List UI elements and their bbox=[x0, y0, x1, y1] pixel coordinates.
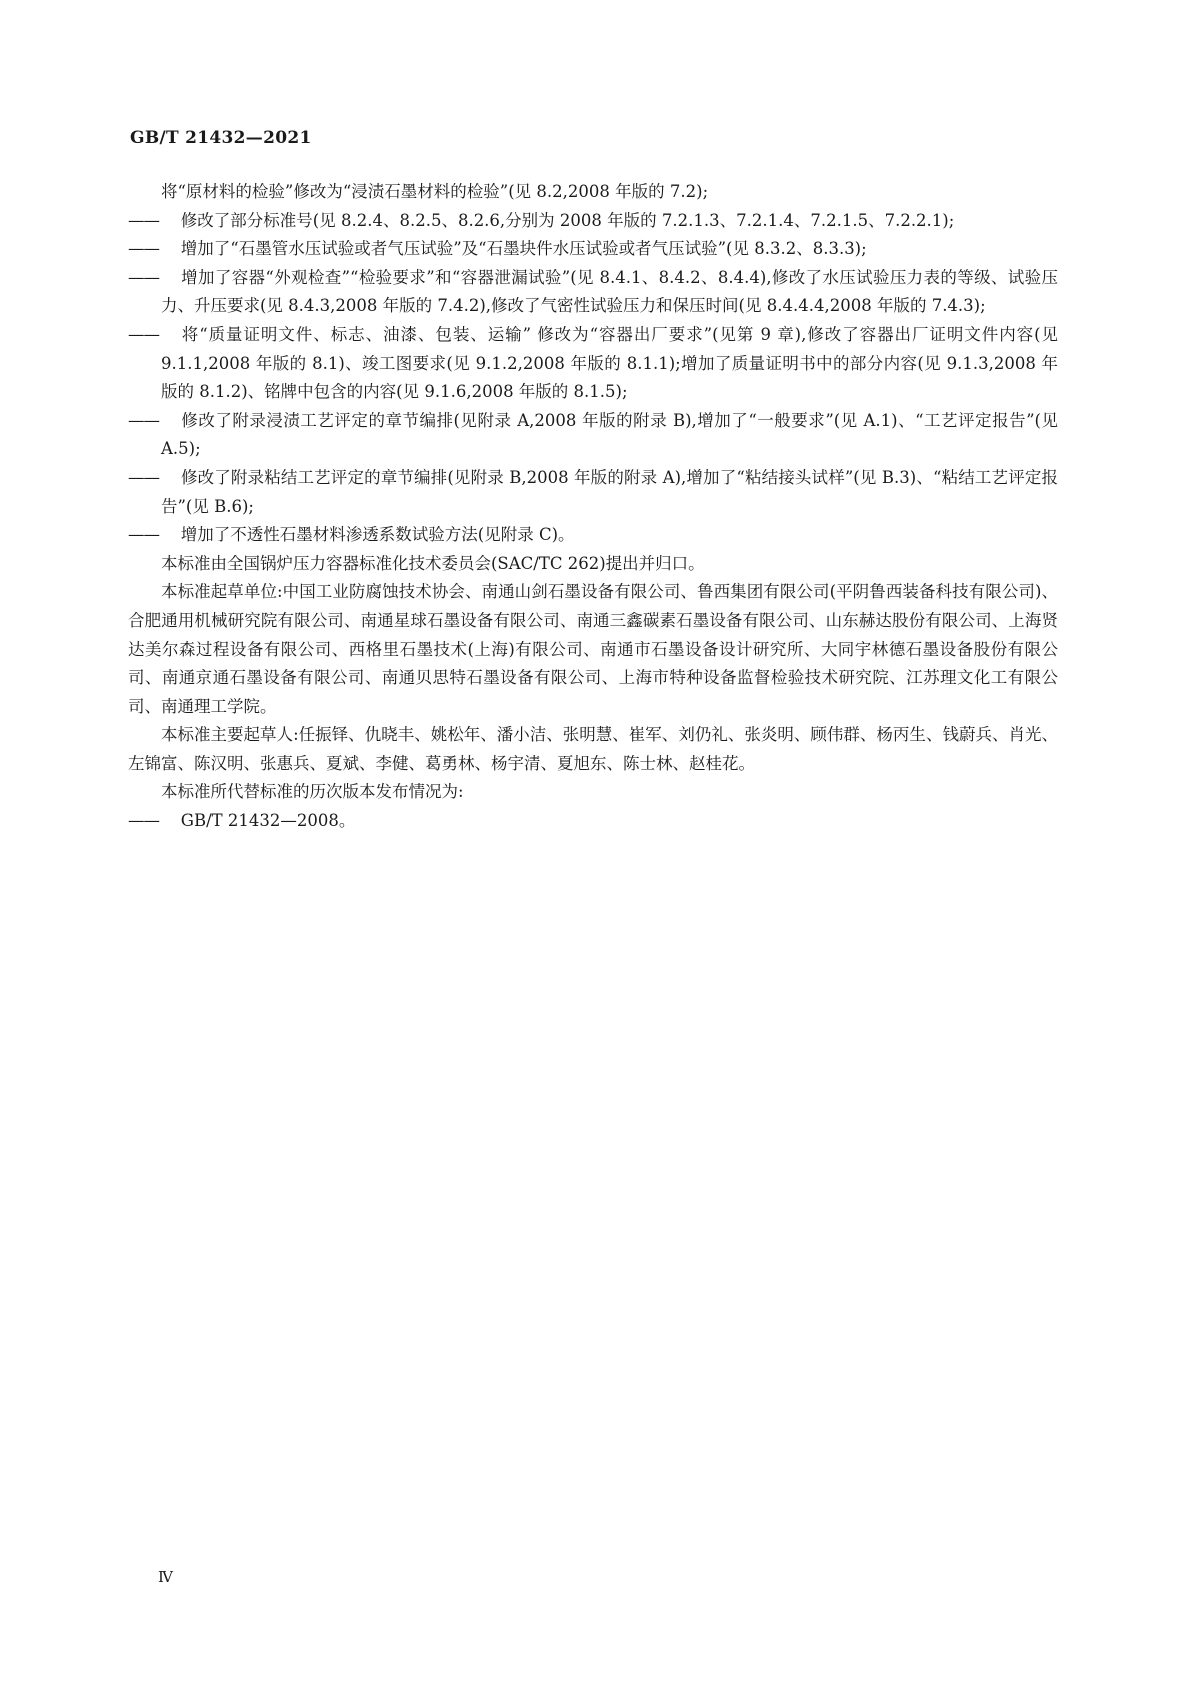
change-item bbox=[128, 235, 1058, 264]
document-body bbox=[128, 178, 1058, 836]
proposer-paragraph: 本标准由全国锅炉压力容器标准化技术委员会(SAC/TC 262)提出并归口。 bbox=[161, 553, 705, 573]
change-item-text: 修改了部分标准号(见 8.2.4、8.2.5、8.2.6,分别为 2008 年版的 7.2.1.3、7.2.1.4、7.2.1.5、7.2.2.1); bbox=[180, 210, 955, 230]
change-item bbox=[128, 321, 1058, 407]
change-item-text: 将“质量证明文件、标志、油漆、包装、运输” 修改为“容器出厂要求”(见第 9 章),修改了容器出厂证明文件内容(见 9.1.1,2008 年版的 8.1)、竣工图要求(见 9.1.2,2008 年版的 8.1.1);增加了质量证明书中的部分内容(见 9.1.3,2008 年版的 8.1.2)、铭牌中包含的内容(见 9.1.6,2008 年版的 8.1.5); bbox=[161, 324, 1058, 402]
dash: —— bbox=[128, 811, 159, 831]
change-item-text: 增加了不透性石墨材料渗透系数试验方法(见附录 C)。 bbox=[180, 525, 575, 545]
page-number: Ⅳ bbox=[158, 1568, 173, 1586]
dash: —— bbox=[128, 525, 159, 545]
history-intro: 本标准所代替标准的历次版本发布情况为: bbox=[161, 782, 464, 802]
dash: —— bbox=[128, 410, 159, 430]
standard-number-header: GB/T 21432—2021 bbox=[130, 128, 312, 148]
change-item bbox=[128, 407, 1058, 464]
change-item bbox=[128, 264, 1058, 321]
change-item-text: 修改了附录粘结工艺评定的章节编排(见附录 B,2008 年版的附录 A),增加了“粘结接头试样”(见 B.3)、“粘结工艺评定报告”(见 B.6); bbox=[161, 467, 1058, 516]
change-item-text: 修改了附录浸渍工艺评定的章节编排(见附录 A,2008 年版的附录 B),增加了“一般要求”(见 A.1)、“工艺评定报告”(见 A.5); bbox=[161, 410, 1058, 459]
history-version-text: GB/T 21432—2008。 bbox=[180, 811, 356, 831]
drafting-units-paragraph: 本标准起草单位:中国工业防腐蚀技术协会、南通山剑石墨设备有限公司、鲁西集团有限公司(平阴鲁西装备科技有限公司)、合肥通用机械研究院有限公司、南通星球石墨设备有限公司、南通三鑫碳素石墨设备有限公司、山东赫达股份有限公司、上海贤达美尔森过程设备有限公司、西格里石墨技术(上海)有限公司、南通市石墨设备设计研究所、大同宇林德石墨设备股份有限公司、南通京通石墨设备有限公司、南通贝思特石墨设备有限公司、上海市特种设备监督检验技术研究院、江苏理文化工有限公司、南通理工学院。 bbox=[128, 582, 1058, 716]
change-item bbox=[128, 521, 1058, 550]
change-item-text: 增加了容器“外观检查”“检验要求”和“容器泄漏试验”(见 8.4.1、8.4.2、8.4.4),修改了水压试验压力表的等级、试验压力、升压要求(见 8.4.3,2008 年版的 7.4.2),修改了气密性试验压力和保压时间(见 8.4.4.4,2008 年版的 7.4.3); bbox=[161, 267, 1058, 316]
dash: —— bbox=[128, 239, 159, 259]
continued-line: 将“原材料的检验”修改为“浸渍石墨材料的检验”(见 8.2,2008 年版的 7.2); bbox=[161, 182, 709, 201]
history-version-item bbox=[128, 807, 1058, 836]
change-item bbox=[128, 207, 1058, 236]
dash: —— bbox=[128, 210, 159, 230]
dash: —— bbox=[128, 267, 159, 287]
dash: —— bbox=[128, 324, 159, 344]
change-item-text: 增加了“石墨管水压试验或者气压试验”及“石墨块件水压试验或者气压试验”(见 8.3.2、8.3.3); bbox=[180, 239, 867, 259]
change-item bbox=[128, 464, 1058, 521]
drafters-paragraph: 本标准主要起草人:任振铎、仇晓丰、姚松年、潘小洁、张明慧、崔军、刘仍礼、张炎明、顾伟群、杨丙生、钱蔚兵、肖光、左锦富、陈汉明、张惠兵、夏斌、李健、葛勇林、杨宇清、夏旭东、陈士林、赵桂花。 bbox=[128, 725, 1058, 773]
dash: —— bbox=[128, 467, 159, 487]
